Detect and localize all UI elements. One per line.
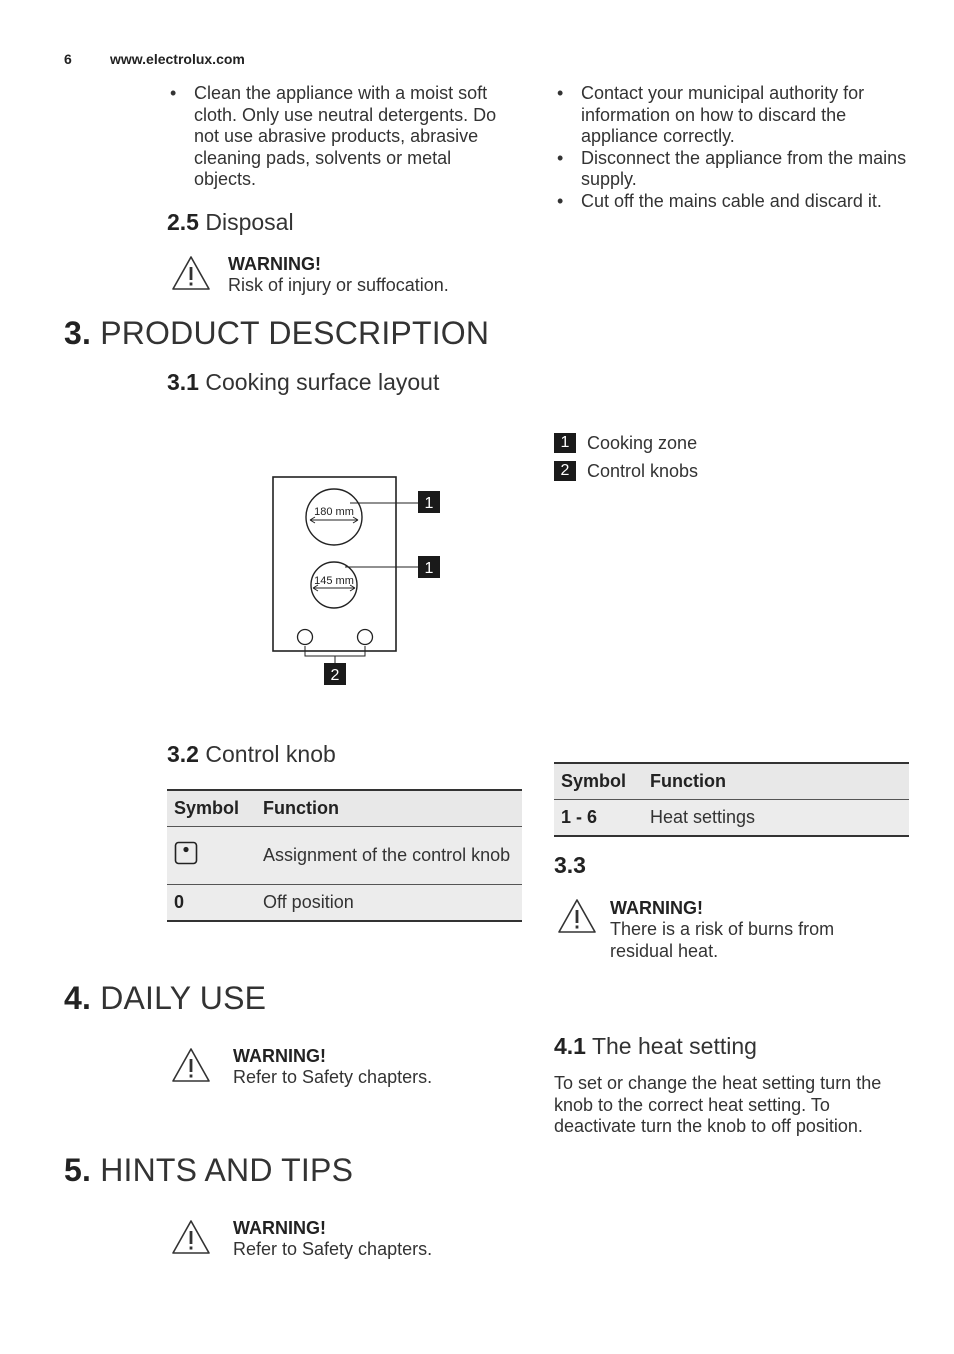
list-item: • Cut off the mains cable and discard it. [555,191,925,213]
list-item: • Clean the appliance with a moist soft cloth. Only use neutral detergents. Do not use abrasive products, abrasive cleaning pads, solvents or metal objects. [168,83,518,191]
zone-large-label: 180 mm [314,506,354,518]
column-header: Function [643,763,909,800]
section-title: Control knob [205,741,336,767]
disposal-list [555,83,925,212]
symbol-cell [167,827,256,885]
cooking-surface-diagram [260,470,460,690]
warning-text: Refer to Safety chapters. [233,1067,433,1087]
warning-icon [171,1218,211,1256]
column-header: Symbol [167,790,256,827]
legend-number: 1 [554,433,576,453]
heat-settings-table [554,762,909,837]
table-header-row [554,763,909,800]
chapter-title: HINTS AND TIPS [100,1152,354,1188]
warning-title: WARNING! [228,254,321,274]
section-number: 3.3 [554,852,586,878]
hints-tips-heading [64,1152,353,1189]
list-item: • Contact your municipal authority for information on how to discard the appliance correctly. [555,83,925,148]
chapter-number: 5. [64,1152,92,1188]
table-row [167,827,522,885]
zone-small-label: 145 mm [314,575,354,587]
function-cell: Off position [256,885,522,922]
residual-heat-warning [610,897,890,962]
callout-label: 1 [424,560,434,577]
section-number: 3.2 [167,741,199,767]
section-number: 4.1 [554,1033,586,1059]
daily-use-warning [233,1045,523,1089]
section-title: Cooking surface layout [205,369,440,395]
warning-icon [171,254,211,292]
daily-use-heading [64,980,266,1017]
section-title: The heat setting [591,1033,757,1059]
disposal-warning [228,253,518,297]
symbol-cell: 1 - 6 [554,800,643,837]
warning-icon [171,1046,211,1084]
warning-text: Risk of injury or suffocation. [228,275,449,295]
callout-label: 1 [424,495,434,512]
cleaning-list [168,83,518,191]
site-url[interactable]: www.electrolux.com [110,51,245,67]
warning-title: WARNING! [233,1218,326,1238]
warning-text: Refer to Safety chapters. [233,1239,433,1259]
symbol-cell: 0 [167,885,256,922]
control-knob-right [358,630,373,645]
heat-setting-text: To set or change the heat setting turn the knob to the correct heat setting. To deactivate turn the knob to off position. [554,1073,882,1136]
legend-item [554,457,698,485]
warning-title: WARNING! [233,1046,326,1066]
heat-setting-heading [554,1033,757,1060]
warning-title: WARNING! [610,898,703,918]
section-number: 3.1 [167,369,199,395]
chapter-title: PRODUCT DESCRIPTION [100,315,490,351]
function-cell: Assignment of the control knob [256,827,522,885]
chapter-title: DAILY USE [100,980,267,1016]
function-cell: Heat settings [643,800,909,837]
legend-number: 2 [554,461,576,481]
warning-icon [557,897,597,935]
table-row [167,885,522,922]
knob-assignment-icon [174,841,198,865]
list-item: • Disconnect the appliance from the mains supply. [555,148,925,191]
hints-warning [233,1217,523,1261]
cooking-surface-heading [167,369,439,396]
legend-label: Control knobs [587,460,699,481]
table-row [554,800,909,837]
legend-label: Cooking zone [587,432,698,453]
callout-label: 2 [330,667,340,684]
table-header-row [167,790,522,827]
section-number: 2.5 [167,209,199,235]
column-header: Symbol [554,763,643,800]
control-knob-left [298,630,313,645]
section-3-3-heading [554,852,586,879]
disposal-heading [167,209,294,236]
chapter-number: 3. [64,315,92,351]
chapter-number: 4. [64,980,92,1016]
control-knob-table [167,789,522,922]
legend-item [554,429,698,457]
column-header: Function [256,790,522,827]
product-description-heading [64,315,489,352]
page-number: 6 [64,51,72,67]
control-knob-heading [167,741,336,768]
section-title: Disposal [205,209,294,235]
diagram-legend [554,429,698,485]
warning-text: There is a risk of burns from residual heat. [610,919,835,961]
